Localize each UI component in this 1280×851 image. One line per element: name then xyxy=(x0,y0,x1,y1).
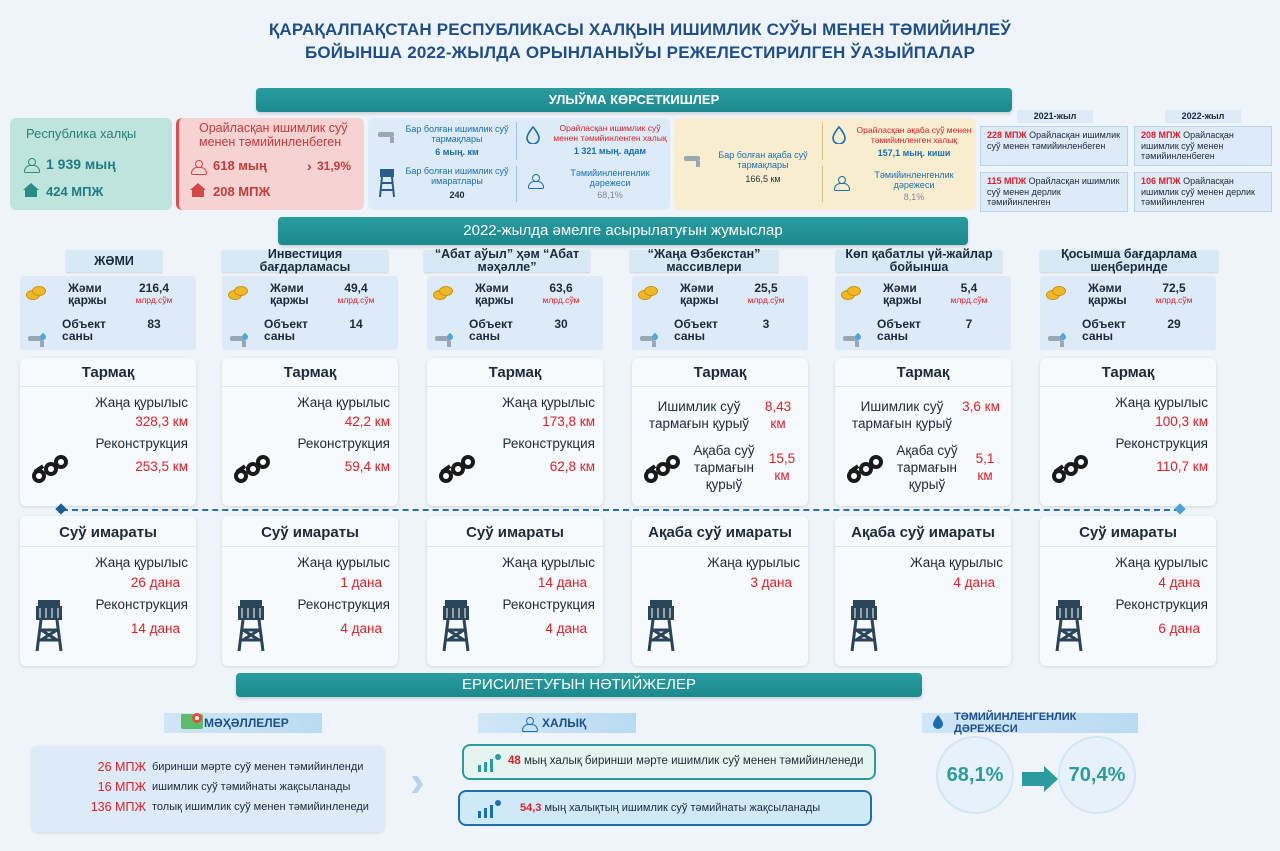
divider xyxy=(20,386,196,387)
general-indicators-header: УЛЫЎМА КӨРСЕТКИШЛЕР xyxy=(256,88,1012,112)
program-summary xyxy=(835,276,1011,350)
money-label: Жәми қаржы xyxy=(1088,281,1127,307)
people-label: ХАЛЫҚ xyxy=(478,713,636,733)
money-unit: млрд.сўм xyxy=(337,295,375,305)
network-item-a-label: Жаңа қурылыс xyxy=(297,395,390,410)
existing-sewer-value: 166,5 км xyxy=(745,174,781,184)
pipes-icon xyxy=(232,454,272,484)
network-card xyxy=(427,358,603,506)
network-item-a-label: Жаңа қурылыс xyxy=(95,395,188,410)
people-result-1-text: мың халық биринши мәрте ишимлик суў менен тәмийинленеди xyxy=(524,755,864,767)
growth-icon xyxy=(476,799,502,819)
mahalla-results-box xyxy=(32,746,384,832)
divider xyxy=(20,546,196,547)
existing-buildings-label: Бар болған ишимлик суў имаратлары xyxy=(405,166,509,186)
arrow-right-head xyxy=(1044,766,1058,792)
water-drop-icon xyxy=(526,126,540,144)
money-unit: млрд.сўм xyxy=(1155,295,1193,305)
people-result-2-num: 54,3 xyxy=(520,802,542,814)
network-item-a-value: 328,3 км xyxy=(135,414,188,429)
water-tower-icon xyxy=(646,598,676,652)
building-title: Ақаба суў имараты xyxy=(648,524,792,541)
population-people: 1 939 мың xyxy=(46,156,116,172)
network-item-a-value: 8,43 км xyxy=(764,399,792,431)
supplied-population-value: 1 321 мың. адам xyxy=(573,146,647,156)
building-item-a-label: Жаңа қурылыс xyxy=(910,555,1003,570)
building-item-a-value: 1 дана xyxy=(340,575,382,590)
network-item-b-label: Реконструкция xyxy=(95,436,188,451)
building-item-b-label: Реконструкция xyxy=(95,597,188,612)
supply-level-to: 70,4% xyxy=(1058,736,1136,814)
objects-label: Объект саны xyxy=(674,317,718,343)
divider xyxy=(427,386,603,387)
network-item-b-value: 62,8 км xyxy=(549,459,595,474)
network-card xyxy=(1040,358,1216,506)
building-item-a-value: 14 дана xyxy=(537,575,587,590)
network-item-b-label: Ақаба суў тармағын қурыў xyxy=(896,443,958,492)
population-houses: 424 МПЖ xyxy=(46,184,104,199)
sewer-supplied-label: Орайласқан ақаба суў менен тәмийинленген халық xyxy=(856,125,972,145)
coins-icon xyxy=(638,286,658,300)
divider xyxy=(822,166,823,202)
year-2022-unsupplied-box: 208 МПЖ Орайласқан ишимлик суў менен тәмийинленбеген xyxy=(1134,126,1272,166)
building-item-a-value: 4 дана xyxy=(1158,575,1200,590)
network-card xyxy=(632,358,808,506)
network-item-b-label: Реконструкция xyxy=(502,436,595,451)
building-title: Суў имараты xyxy=(466,524,564,541)
network-card xyxy=(20,358,196,506)
year-2022-label: 2022-жыл xyxy=(1165,110,1241,123)
growth-icon xyxy=(476,753,502,773)
network-title: Тармақ xyxy=(283,364,337,381)
network-item-a-label: Ишимлик суў тармағын қурыў xyxy=(648,399,750,431)
network-title: Тармақ xyxy=(488,364,542,381)
network-item-b-label: Реконструкция xyxy=(1115,436,1208,451)
people-result-2-text: мың халықтың ишимлик суў тәмийнаты жақсыланады xyxy=(544,802,821,814)
faucet-icon xyxy=(378,128,398,146)
building-card xyxy=(427,516,603,666)
objects-value: 3 xyxy=(762,317,770,331)
water-tower-icon xyxy=(34,598,64,652)
year-2021-label: 2021-жыл xyxy=(1017,110,1093,123)
people-icon xyxy=(520,715,538,733)
objects-label: Объект саны xyxy=(469,317,513,343)
chevron-right-icon: › xyxy=(410,757,425,806)
divider xyxy=(222,386,398,387)
objects-label: Объект саны xyxy=(264,317,308,343)
divider xyxy=(222,546,398,547)
money-label: Жәми қаржы xyxy=(680,281,719,307)
building-card xyxy=(835,516,1011,666)
building-item-b-label: Реконструкция xyxy=(1115,597,1208,612)
network-item-b-value: 15,5 км xyxy=(768,451,796,483)
people-icon xyxy=(189,158,207,176)
network-item-b-value: 110,7 км xyxy=(1156,459,1208,474)
coins-icon xyxy=(228,286,248,300)
objects-label: Объект саны xyxy=(877,317,921,343)
building-item-a-label: Жаңа қурылыс xyxy=(502,555,595,570)
faucet-icon xyxy=(684,152,704,170)
network-item-b-value: 5,1 км xyxy=(975,451,995,483)
pipes-icon xyxy=(437,454,477,484)
program-summary xyxy=(427,276,603,350)
objects-label: Объект саны xyxy=(62,317,106,343)
pipes-icon xyxy=(30,454,70,484)
building-item-a-label: Жаңа қурылыс xyxy=(95,555,188,570)
population-label: Республика халқы xyxy=(26,126,137,141)
year-2021-partial-box: 115 МПЖ Орайласқан ишимлик суў менен дерлик тәмийинленген xyxy=(980,172,1128,212)
coins-icon xyxy=(1046,286,1066,300)
building-card xyxy=(632,516,808,666)
mahalla-count: 16 МПЖ xyxy=(97,780,146,794)
building-item-a-label: Жаңа қурылыс xyxy=(707,555,800,570)
objects-value: 7 xyxy=(965,317,973,331)
house-icon xyxy=(189,182,207,198)
objects-value: 83 xyxy=(147,317,161,331)
objects-label: Объект саны xyxy=(1082,317,1126,343)
supply-level-label: Тәмийинленгенлик дәрежеси xyxy=(570,168,650,188)
divider xyxy=(835,546,1011,547)
divider xyxy=(632,546,808,547)
network-item-b-label: Ақаба суў тармағын қурыў xyxy=(693,443,755,492)
coins-icon xyxy=(841,286,861,300)
mahalla-text: ишимлик суў тәмийнаты жақсыланады xyxy=(152,781,351,793)
people-icon xyxy=(22,156,40,174)
water-tower-icon xyxy=(441,598,471,652)
map-pin-icon xyxy=(180,711,206,731)
money-label: Жәми қаржы xyxy=(883,281,922,307)
existing-buildings-value: 240 xyxy=(449,190,465,200)
money-value: 216,4 xyxy=(138,281,170,295)
unsupplied-percent: 31,9% xyxy=(317,159,352,173)
building-card xyxy=(20,516,196,666)
people-result-1-num: 48 xyxy=(508,755,521,767)
mahalla-text: толық ишимлик суў менен тәмийинленеди xyxy=(152,801,369,813)
network-item-a-value: 100,3 км xyxy=(1155,414,1208,429)
year-2022-partial-box: 106 МПЖ Орайласқан ишимлик суў менен дерлик тәмийинленген xyxy=(1134,172,1272,212)
existing-network-value: 6 мың. км xyxy=(435,147,479,157)
program-name: “Жаңа Өзбекстан” массивлери xyxy=(630,250,778,272)
network-card xyxy=(222,358,398,506)
water-drop-icon xyxy=(832,126,846,144)
network-item-a-label: Жаңа қурылыс xyxy=(502,395,595,410)
title-line-1: ҚАРАҚАЛПАҚСТАН РЕСПУБЛИКАСЫ ХАЛҚЫН ИШИМЛИК СУЎЫ МЕНЕН ТӘМИЙИНЛЕЎ xyxy=(268,20,1012,39)
house-icon xyxy=(22,182,40,198)
program-name: Инвестиция бағдарламасы xyxy=(222,250,388,272)
program-name: ЖӘМИ xyxy=(66,250,162,272)
unsupplied-label: Орайласқан ишимлик суў менен тәмийинленбеген xyxy=(199,121,348,149)
objects-value: 29 xyxy=(1167,317,1181,331)
people-result-row-2 xyxy=(458,790,872,826)
supply-level-value: 68,1% xyxy=(597,190,623,200)
sewer-level-value: 8,1% xyxy=(903,192,925,202)
works-header: 2022-жылда әмелге асырылатуғын жумыслар xyxy=(278,217,968,245)
network-item-a-value: 42,2 км xyxy=(344,414,390,429)
building-card xyxy=(1040,516,1216,666)
money-unit: млрд.сўм xyxy=(542,295,580,305)
sewer-level-label: Тәмийинленгенлик дәрежеси xyxy=(874,170,954,190)
building-title: Суў имараты xyxy=(59,524,157,541)
network-title: Тармақ xyxy=(81,364,135,381)
building-item-b-value: 14 дана xyxy=(130,621,180,636)
money-unit: млрд.сўм xyxy=(950,295,988,305)
mahalla-text: биринши мәрте суў менен тәмийинленди xyxy=(152,761,364,773)
building-item-a-value: 26 дана xyxy=(130,575,180,590)
population-card xyxy=(10,118,172,210)
year-2021-unsupplied-box: 228 МПЖ Орайласқан ишимлик суў менен тәмийинленбеген xyxy=(980,126,1128,166)
objects-value: 30 xyxy=(554,317,568,331)
coins-icon xyxy=(26,286,46,300)
network-title: Тармақ xyxy=(1101,364,1155,381)
network-item-a-label: Ишимлик суў тармағын қурыў xyxy=(851,399,953,431)
divider xyxy=(822,122,823,160)
network-item-a-value: 3,6 км xyxy=(962,399,1000,414)
page-title xyxy=(0,18,1280,64)
money-value: 72,5 xyxy=(1162,281,1186,295)
mahalla-result-row xyxy=(32,800,384,818)
dashed-connector xyxy=(62,509,1180,511)
network-item-a-label: Жаңа қурылыс xyxy=(1115,395,1208,410)
chevron-right-icon: › xyxy=(307,158,312,174)
building-item-b-value: 4 дана xyxy=(545,621,587,636)
network-title: Тармақ xyxy=(896,364,950,381)
program-name: Қосымша бағдарлама шеңберинде xyxy=(1040,250,1218,272)
money-label: Жәми қаржы xyxy=(475,281,514,307)
program-name: “Абат аўыл” ҳәм “Абат мәҳәлле” xyxy=(424,250,590,272)
objects-value: 14 xyxy=(349,317,363,331)
unsupplied-houses: 208 МПЖ xyxy=(213,184,271,199)
network-card xyxy=(835,358,1011,506)
program-summary xyxy=(222,276,398,350)
money-label: Жәми қаржы xyxy=(270,281,309,307)
building-item-b-value: 4 дана xyxy=(340,621,382,636)
divider xyxy=(516,122,517,160)
program-summary xyxy=(1040,276,1216,350)
water-tower-icon xyxy=(378,168,396,198)
building-title: Суў имараты xyxy=(1079,524,1177,541)
building-item-a-label: Жаңа қурылыс xyxy=(297,555,390,570)
building-item-a-value: 4 дана xyxy=(953,575,995,590)
divider xyxy=(516,166,517,202)
building-item-a-label: Жаңа қурылыс xyxy=(1115,555,1208,570)
divider xyxy=(427,546,603,547)
money-value: 63,6 xyxy=(549,281,573,295)
divider xyxy=(1040,546,1216,547)
water-tower-icon xyxy=(849,598,879,652)
title-line-2: БОЙЫНША 2022-ЖЫЛДА ОРЫНЛАНЫЎЫ РЕЖЕЛЕСТИРИЛГЕН ЎАЗЫЙПАЛАР xyxy=(304,43,976,62)
sewer-network-card xyxy=(674,118,976,210)
program-summary xyxy=(20,276,196,350)
supply-level-section-label: ТӘМИЙИНЛЕНГЕНЛИК ДӘРЕЖЕСИ xyxy=(922,713,1138,733)
supplied-population-label: Орайласқан ишимлик суў менен тәмийинленген халық xyxy=(553,123,667,143)
water-tower-icon xyxy=(1054,598,1084,652)
money-unit: млрд.сўм xyxy=(747,295,785,305)
divider xyxy=(835,386,1011,387)
money-value: 25,5 xyxy=(754,281,778,295)
mahalla-result-row xyxy=(32,780,384,798)
money-label: Жәми қаржы xyxy=(68,281,107,307)
unsupplied-people: 618 мың xyxy=(213,158,267,173)
water-drop-icon xyxy=(932,714,944,730)
people-icon xyxy=(832,174,850,192)
building-item-b-value: 6 дана xyxy=(1158,621,1200,636)
building-item-a-value: 3 дана xyxy=(750,575,792,590)
pipes-icon xyxy=(642,454,682,484)
money-unit: млрд.сўм xyxy=(135,295,173,305)
building-title: Суў имараты xyxy=(261,524,359,541)
divider xyxy=(1040,386,1216,387)
people-result-row-1 xyxy=(462,744,876,780)
coins-icon xyxy=(433,286,453,300)
building-item-b-label: Реконструкция xyxy=(297,597,390,612)
network-item-a-value: 173,8 км xyxy=(542,414,595,429)
pipes-icon xyxy=(1050,454,1090,484)
mahalla-count: 26 МПЖ xyxy=(97,760,146,774)
program-name: Көп қабатлы үй-жайлар бойынша xyxy=(836,250,1002,272)
existing-sewer-label: Бар болған ақаба суў тармақлары xyxy=(718,150,808,170)
building-card xyxy=(222,516,398,666)
water-tower-icon xyxy=(236,598,266,652)
people-icon xyxy=(526,172,544,190)
mahalla-count: 136 МПЖ xyxy=(90,800,146,814)
building-title: Ақаба суў имараты xyxy=(851,524,995,541)
network-item-b-value: 253,5 км xyxy=(135,459,188,474)
supply-level-from: 68,1% xyxy=(936,736,1014,814)
mahalla-result-row xyxy=(32,760,384,778)
sewer-supplied-value: 157,1 мың. киши xyxy=(877,148,951,158)
unsupplied-card xyxy=(176,118,364,210)
network-title: Тармақ xyxy=(693,364,747,381)
divider xyxy=(632,386,808,387)
mahalla-label: МӘҲӘЛЛЕЛЕР xyxy=(164,713,322,733)
building-item-b-label: Реконструкция xyxy=(502,597,595,612)
network-item-b-value: 59,4 км xyxy=(344,459,390,474)
money-value: 49,4 xyxy=(344,281,368,295)
existing-network-label: Бар болған ишимлик суў тармақлары xyxy=(405,124,509,144)
pipes-icon xyxy=(845,454,885,484)
program-summary xyxy=(632,276,808,350)
water-network-card xyxy=(368,118,670,210)
network-item-b-label: Реконструкция xyxy=(297,436,390,451)
money-value: 5,4 xyxy=(960,281,978,295)
results-header: ЕРИСИЛЕТУҒЫН НӘТИЙЖЕЛЕР xyxy=(236,673,922,697)
